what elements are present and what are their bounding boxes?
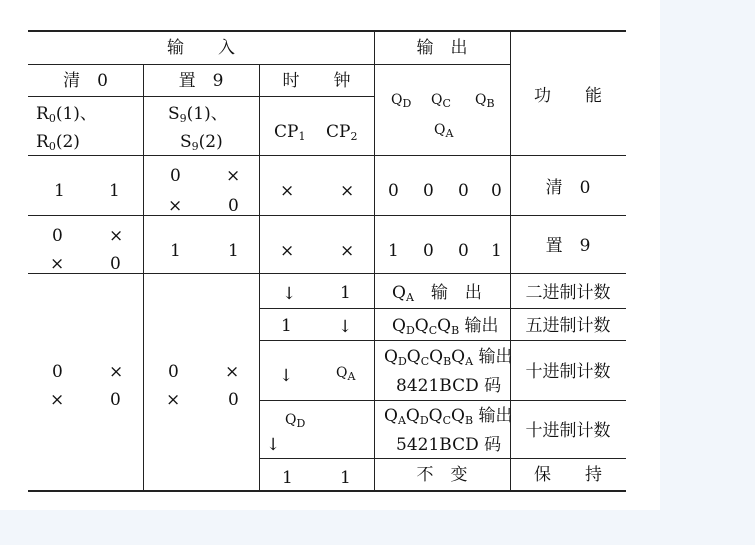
header-set-group: 置 9 (178, 71, 224, 91)
header-r0-1: $R_0(1)$、 (36, 104, 97, 125)
header-r0-2: $R_0(2)$ (36, 132, 80, 153)
hold-output: 不 变 (416, 465, 468, 485)
header-input: 输 入 (167, 38, 235, 58)
decimal-5421-output-line2: 5421BCD 码 (396, 435, 502, 455)
count-r0-b: × (109, 362, 124, 382)
rule-clear-bottom (28, 215, 626, 216)
hold-cp1: 1 (282, 468, 293, 488)
rule-header-1 (28, 64, 510, 65)
count-s9-a: 0 (168, 362, 179, 382)
header-function: 功 能 (534, 86, 602, 106)
set-r0-d: 0 (110, 254, 121, 274)
header-cp2: $CP_2$ (326, 122, 358, 143)
binary-cp2: 1 (340, 283, 351, 303)
rule-col-3 (374, 30, 375, 491)
clear-r0-2: 1 (109, 181, 120, 201)
clear-cp2: × (340, 181, 355, 201)
rule-col-2 (259, 64, 260, 491)
quinary-function: 五进制计数 (525, 316, 611, 336)
quinary-output: $Q_DQ_CQ_B$ 输出 (392, 316, 499, 337)
set-qa: 1 (491, 241, 502, 261)
decimal-8421-cp1: ↓ (279, 366, 294, 386)
header-qa: $Q_A$ (434, 122, 454, 140)
rule-bottom (28, 490, 626, 492)
clear-s9-b: × (226, 166, 241, 186)
decimal-5421-output-line1: $Q_AQ_DQ_CQ_B$ 输出 (384, 406, 513, 427)
count-s9-d: 0 (228, 390, 239, 410)
binary-function: 二进制计数 (525, 283, 611, 303)
set-r0-b: × (109, 226, 124, 246)
count-r0-d: 0 (110, 390, 121, 410)
quinary-cp2: ↓ (338, 317, 353, 337)
decimal-8421-output-line2: 8421BCD 码 (396, 376, 502, 396)
clear-s9-a: 0 (170, 166, 181, 186)
clear-function: 清 0 (545, 178, 591, 198)
clear-qa: 0 (491, 181, 502, 201)
clear-qd: 0 (388, 181, 399, 201)
rule-col-1 (143, 64, 144, 491)
quinary-cp1: 1 (281, 316, 292, 336)
clear-cp1: × (280, 181, 295, 201)
header-output: 输 出 (416, 38, 468, 58)
set-r0-c: × (50, 254, 65, 274)
binary-output: $Q_A$ 输 出 (392, 283, 482, 304)
set-qc: 0 (423, 241, 434, 261)
header-s9-1: $S_9(1)$、 (168, 104, 228, 125)
clear-qc: 0 (423, 181, 434, 201)
clear-r0-1: 1 (54, 181, 65, 201)
header-clear-group: 清 0 (63, 71, 108, 91)
count-r0-c: × (50, 390, 65, 410)
decimal-8421-output-line1: $Q_DQ_CQ_BQ_A$ 输出 (384, 347, 513, 368)
count-r0-a: 0 (52, 362, 63, 382)
decimal-5421-function: 十进制计数 (525, 421, 611, 441)
set-qd: 1 (388, 241, 399, 261)
set-r0-a: 0 (52, 226, 63, 246)
decimal-8421-function: 十进制计数 (525, 362, 611, 382)
rule-top (28, 30, 626, 32)
set-cp2: × (340, 241, 355, 261)
rule-header-bottom (28, 155, 626, 156)
decimal-5421-cp1: $Q_D$ (285, 412, 306, 430)
rule-sub-4 (260, 458, 626, 459)
clear-s9-c: × (168, 196, 183, 216)
set-cp1: × (280, 241, 295, 261)
header-qd: $Q_D$ (391, 92, 412, 110)
header-qb: $Q_B$ (475, 92, 495, 110)
header-cp1: $CP_1$ (274, 122, 306, 143)
binary-cp1: ↓ (282, 284, 297, 304)
hold-cp2: 1 (340, 468, 351, 488)
set-qb: 0 (458, 241, 469, 261)
clear-qb: 0 (458, 181, 469, 201)
rule-sub-3 (260, 400, 626, 401)
rule-header-2 (28, 96, 374, 97)
decimal-8421-cp2: $Q_A$ (336, 365, 356, 383)
count-s9-b: × (225, 362, 240, 382)
header-qc: $Q_C$ (431, 92, 451, 110)
count-s9-c: × (166, 390, 181, 410)
hold-function: 保 持 (534, 465, 602, 485)
clear-s9-d: 0 (228, 196, 239, 216)
set-function: 置 9 (545, 236, 591, 256)
rule-sub-1 (260, 308, 626, 309)
set-s9-2: 1 (228, 241, 239, 261)
header-s9-2: $S_9(2)$ (180, 132, 223, 153)
decimal-5421-cp1-arrow: ↓ (266, 435, 281, 455)
header-clock-group: 时 钟 (282, 71, 351, 91)
set-s9-1: 1 (170, 241, 181, 261)
